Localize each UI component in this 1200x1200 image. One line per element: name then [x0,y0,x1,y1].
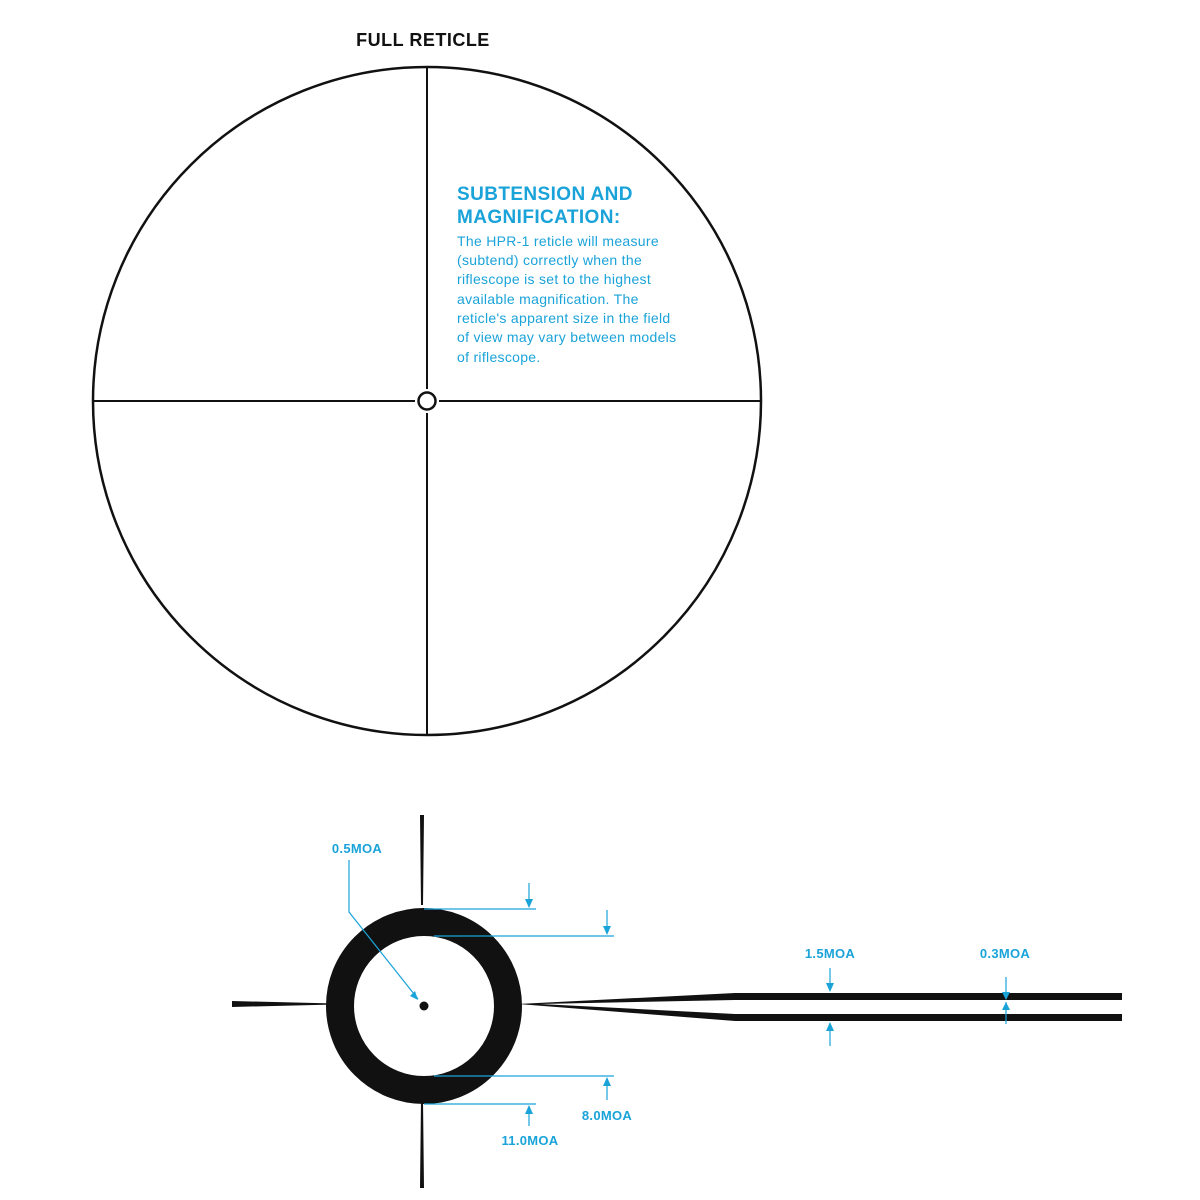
thick-post-label: 1.5MOA [804,946,856,961]
subtension-note [457,184,676,365]
inner-ring-label: 8.0MOA [581,1108,633,1123]
thick-post-bottom-arrow [826,1022,834,1031]
post-top [420,815,424,905]
dot-size-label: 0.5MOA [331,841,383,856]
reticle-detail [232,815,1122,1188]
note-body-line-7: of riflescope. [457,349,541,365]
center-ring [419,393,436,410]
post-bottom [420,1100,424,1188]
post-left [232,1001,330,1007]
inner-ring-top-arrow [603,926,611,935]
center-dot [420,1002,429,1011]
note-body-line-5: reticle's apparent size in the field [457,310,671,326]
outer-ring-label: 11.0MOA [501,1133,559,1148]
full-reticle-title: FULL RETICLE [356,30,490,50]
thin-line-label: 0.3MOA [979,946,1031,961]
note-body-line-3: riflescope is set to the highest [457,271,652,287]
outer-ring-top-arrow [525,899,533,908]
note-heading-line-1: SUBTENSION AND [457,184,633,205]
note-body-line-4: available magnification. The [457,291,639,307]
note-body-line-6: of view may vary between models [457,329,677,345]
inner-ring-bottom-arrow [603,1077,611,1086]
note-body-line-2: (subtend) correctly when the [457,252,643,268]
note-body-line-1: The HPR-1 reticle will measure [457,233,659,249]
note-heading-line-2: MAGNIFICATION: [457,207,621,228]
dot-leader-arrow [410,991,418,1000]
outer-ring-bottom-arrow [525,1105,533,1114]
thick-post-top-arrow [826,983,834,992]
thin-line-bottom-arrow [1002,1002,1010,1010]
post-right-thick [518,993,1122,1021]
full-reticle [93,67,761,735]
